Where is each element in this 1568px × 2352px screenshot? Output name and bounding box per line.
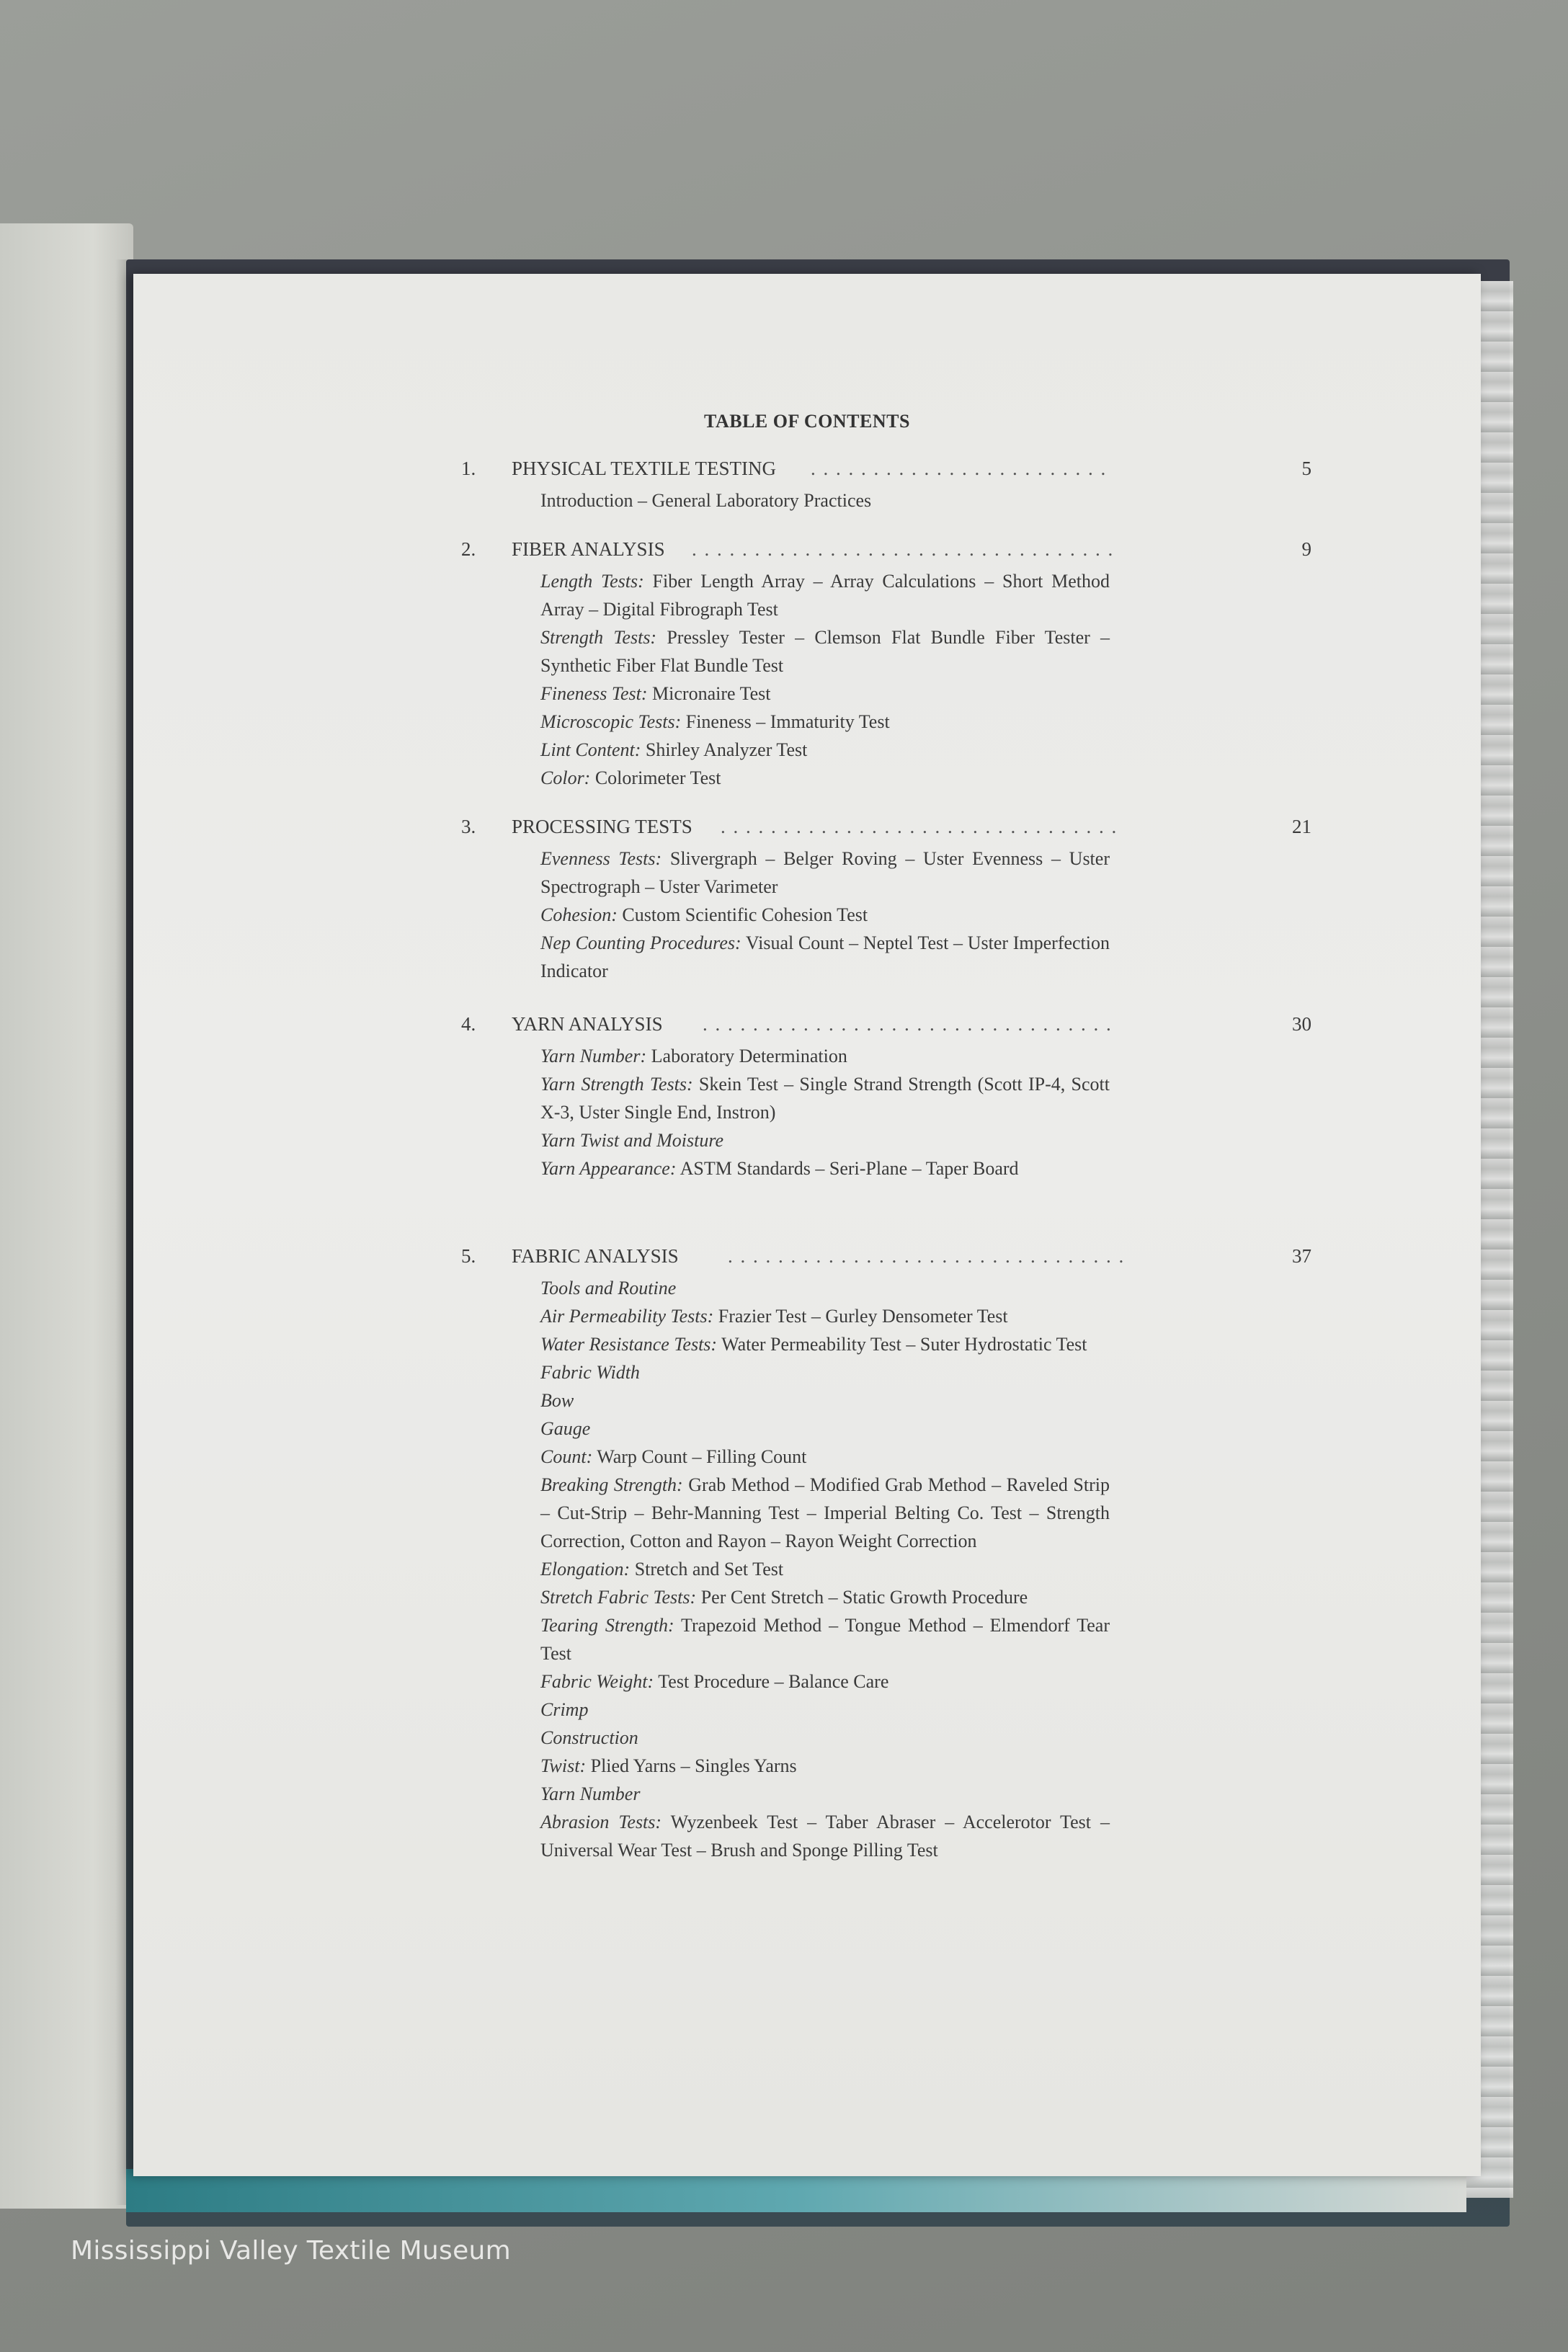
toc-entry: Bow: [540, 1390, 574, 1411]
leader-dots: . . . . . . . . . . . . . . . . . . . . . . . . . . . . . . . .: [721, 816, 1118, 837]
toc-section-2: [461, 538, 1311, 792]
toc-entry: Tearing Strength: Trapezoid Method – Tongue Method – Elmendorf Tear Test: [540, 1615, 1110, 1664]
toc-entry: Fineness Test: Micronaire Test: [540, 683, 771, 704]
toc-entry: Microscopic Tests: Fineness – Immaturity Test: [540, 711, 890, 732]
toc-entry: Yarn Twist and Moisture: [540, 1130, 724, 1151]
toc-entry: Fabric Weight: Test Procedure – Balance Care: [540, 1671, 889, 1692]
toc-entry: Stretch Fabric Tests: Per Cent Stretch – Static Growth Procedure: [540, 1587, 1028, 1608]
section-page-number: 9: [1301, 538, 1311, 560]
toc-entry: Evenness Tests: Slivergraph – Belger Roving – Uster Evenness – Uster Spectrograph – Uster Varimeter: [540, 848, 1110, 897]
toc-section-4: [461, 1013, 1311, 1182]
section-page-number: 5: [1301, 458, 1311, 479]
section-entries: [540, 567, 1110, 792]
section-heading: [461, 458, 1311, 486]
leader-dots: . . . . . . . . . . . . . . . . . . . . . . . . . . . . . . . . .: [703, 1013, 1113, 1035]
section-number: 1.: [461, 458, 476, 479]
toc-entry: Yarn Strength Tests: Skein Test – Single Strand Strength (Scott IP-4, Scott X-3, Uster Single End, Instron): [540, 1074, 1110, 1123]
table-of-contents: [133, 274, 1481, 2176]
toc-entry: Nep Counting Procedures: Visual Count – Neptel Test – Uster Imperfection Indicator: [540, 932, 1110, 981]
section-page-number: 30: [1292, 1013, 1311, 1035]
toc-title: TABLE OF CONTENTS: [704, 411, 910, 432]
toc-entry: Twist: Plied Yarns – Singles Yarns: [540, 1755, 797, 1776]
toc-entry: Yarn Number: Laboratory Determination: [540, 1046, 847, 1066]
toc-entry: Count: Warp Count – Filling Count: [540, 1446, 807, 1467]
left-page: [0, 223, 133, 2209]
right-page: [133, 274, 1481, 2176]
section-number: 5.: [461, 1245, 476, 1267]
section-page-number: 37: [1292, 1245, 1311, 1267]
toc-entry: Cohesion: Custom Scientific Cohesion Test: [540, 904, 868, 925]
toc-section-5: [461, 1245, 1311, 1864]
toc-entry: Breaking Strength: Grab Method – Modified Grab Method – Raveled Strip – Cut-Strip – Behr-Manning Test – Imperial Belting Co. Test – Strength Correction, Cotton and Rayon – Rayon Weight Correction: [540, 1474, 1110, 1551]
toc-section-3: [461, 816, 1311, 985]
toc-entry: Color: Colorimeter Test: [540, 767, 721, 788]
section-title: YARN ANALYSIS: [512, 1013, 663, 1035]
toc-entry: Construction: [540, 1727, 638, 1748]
section-number: 2.: [461, 538, 476, 560]
toc-entry: Yarn Number: [540, 1783, 641, 1804]
section-number: 3.: [461, 816, 476, 837]
section-number: 4.: [461, 1013, 476, 1035]
leader-dots: . . . . . . . . . . . . . . . . . . . . . . . .: [811, 458, 1108, 479]
toc-entry: Lint Content: Shirley Analyzer Test: [540, 739, 808, 760]
section-heading: [461, 816, 1311, 845]
toc-entry: Introduction – General Laboratory Practices: [540, 490, 872, 511]
toc-entry: Length Tests: Fiber Length Array – Array Calculations – Short Method Array – Digital Fibrograph Test: [540, 571, 1110, 620]
section-entries: [540, 1274, 1110, 1864]
section-entries: [540, 1042, 1110, 1182]
toc-entry: Crimp: [540, 1699, 589, 1720]
toc-entry: Strength Tests: Pressley Tester – Clemson Flat Bundle Fiber Tester – Synthetic Fiber Flat Bundle Test: [540, 627, 1110, 676]
section-entries: [540, 845, 1110, 985]
toc-entry: Abrasion Tests: Wyzenbeek Test – Taber Abraser – Accelerotor Test – Universal Wear Test – Brush and Sponge Pilling Test: [540, 1812, 1110, 1861]
section-heading: [461, 1245, 1311, 1274]
toc-entry: Yarn Appearance: ASTM Standards – Seri-Plane – Taper Board: [540, 1158, 1019, 1179]
leader-dots: . . . . . . . . . . . . . . . . . . . . . . . . . . . . . . . .: [728, 1245, 1126, 1267]
toc-section-1: [461, 458, 1311, 514]
toc-entry: Water Resistance Tests: Water Permeability Test – Suter Hydrostatic Test: [540, 1334, 1087, 1355]
toc-entry: Gauge: [540, 1418, 591, 1439]
section-heading: [461, 538, 1311, 567]
section-title: FIBER ANALYSIS: [512, 538, 665, 560]
toc-entry: Elongation: Stretch and Set Test: [540, 1559, 784, 1580]
toc-entry: Air Permeability Tests: Frazier Test – Gurley Densometer Test: [540, 1306, 1008, 1327]
section-title: FABRIC ANALYSIS: [512, 1245, 679, 1267]
section-heading: [461, 1013, 1311, 1042]
section-title: PHYSICAL TEXTILE TESTING: [512, 458, 776, 479]
leader-dots: . . . . . . . . . . . . . . . . . . . . . . . . . . . . . . . . . .: [692, 538, 1115, 560]
watermark-text: Mississippi Valley Textile Museum: [71, 2236, 512, 2266]
toc-entry: Fabric Width: [540, 1362, 640, 1383]
section-page-number: 21: [1292, 816, 1311, 837]
toc-entry: Tools and Routine: [540, 1278, 677, 1298]
section-title: PROCESSING TESTS: [512, 816, 692, 837]
section-entries: [540, 486, 1110, 514]
